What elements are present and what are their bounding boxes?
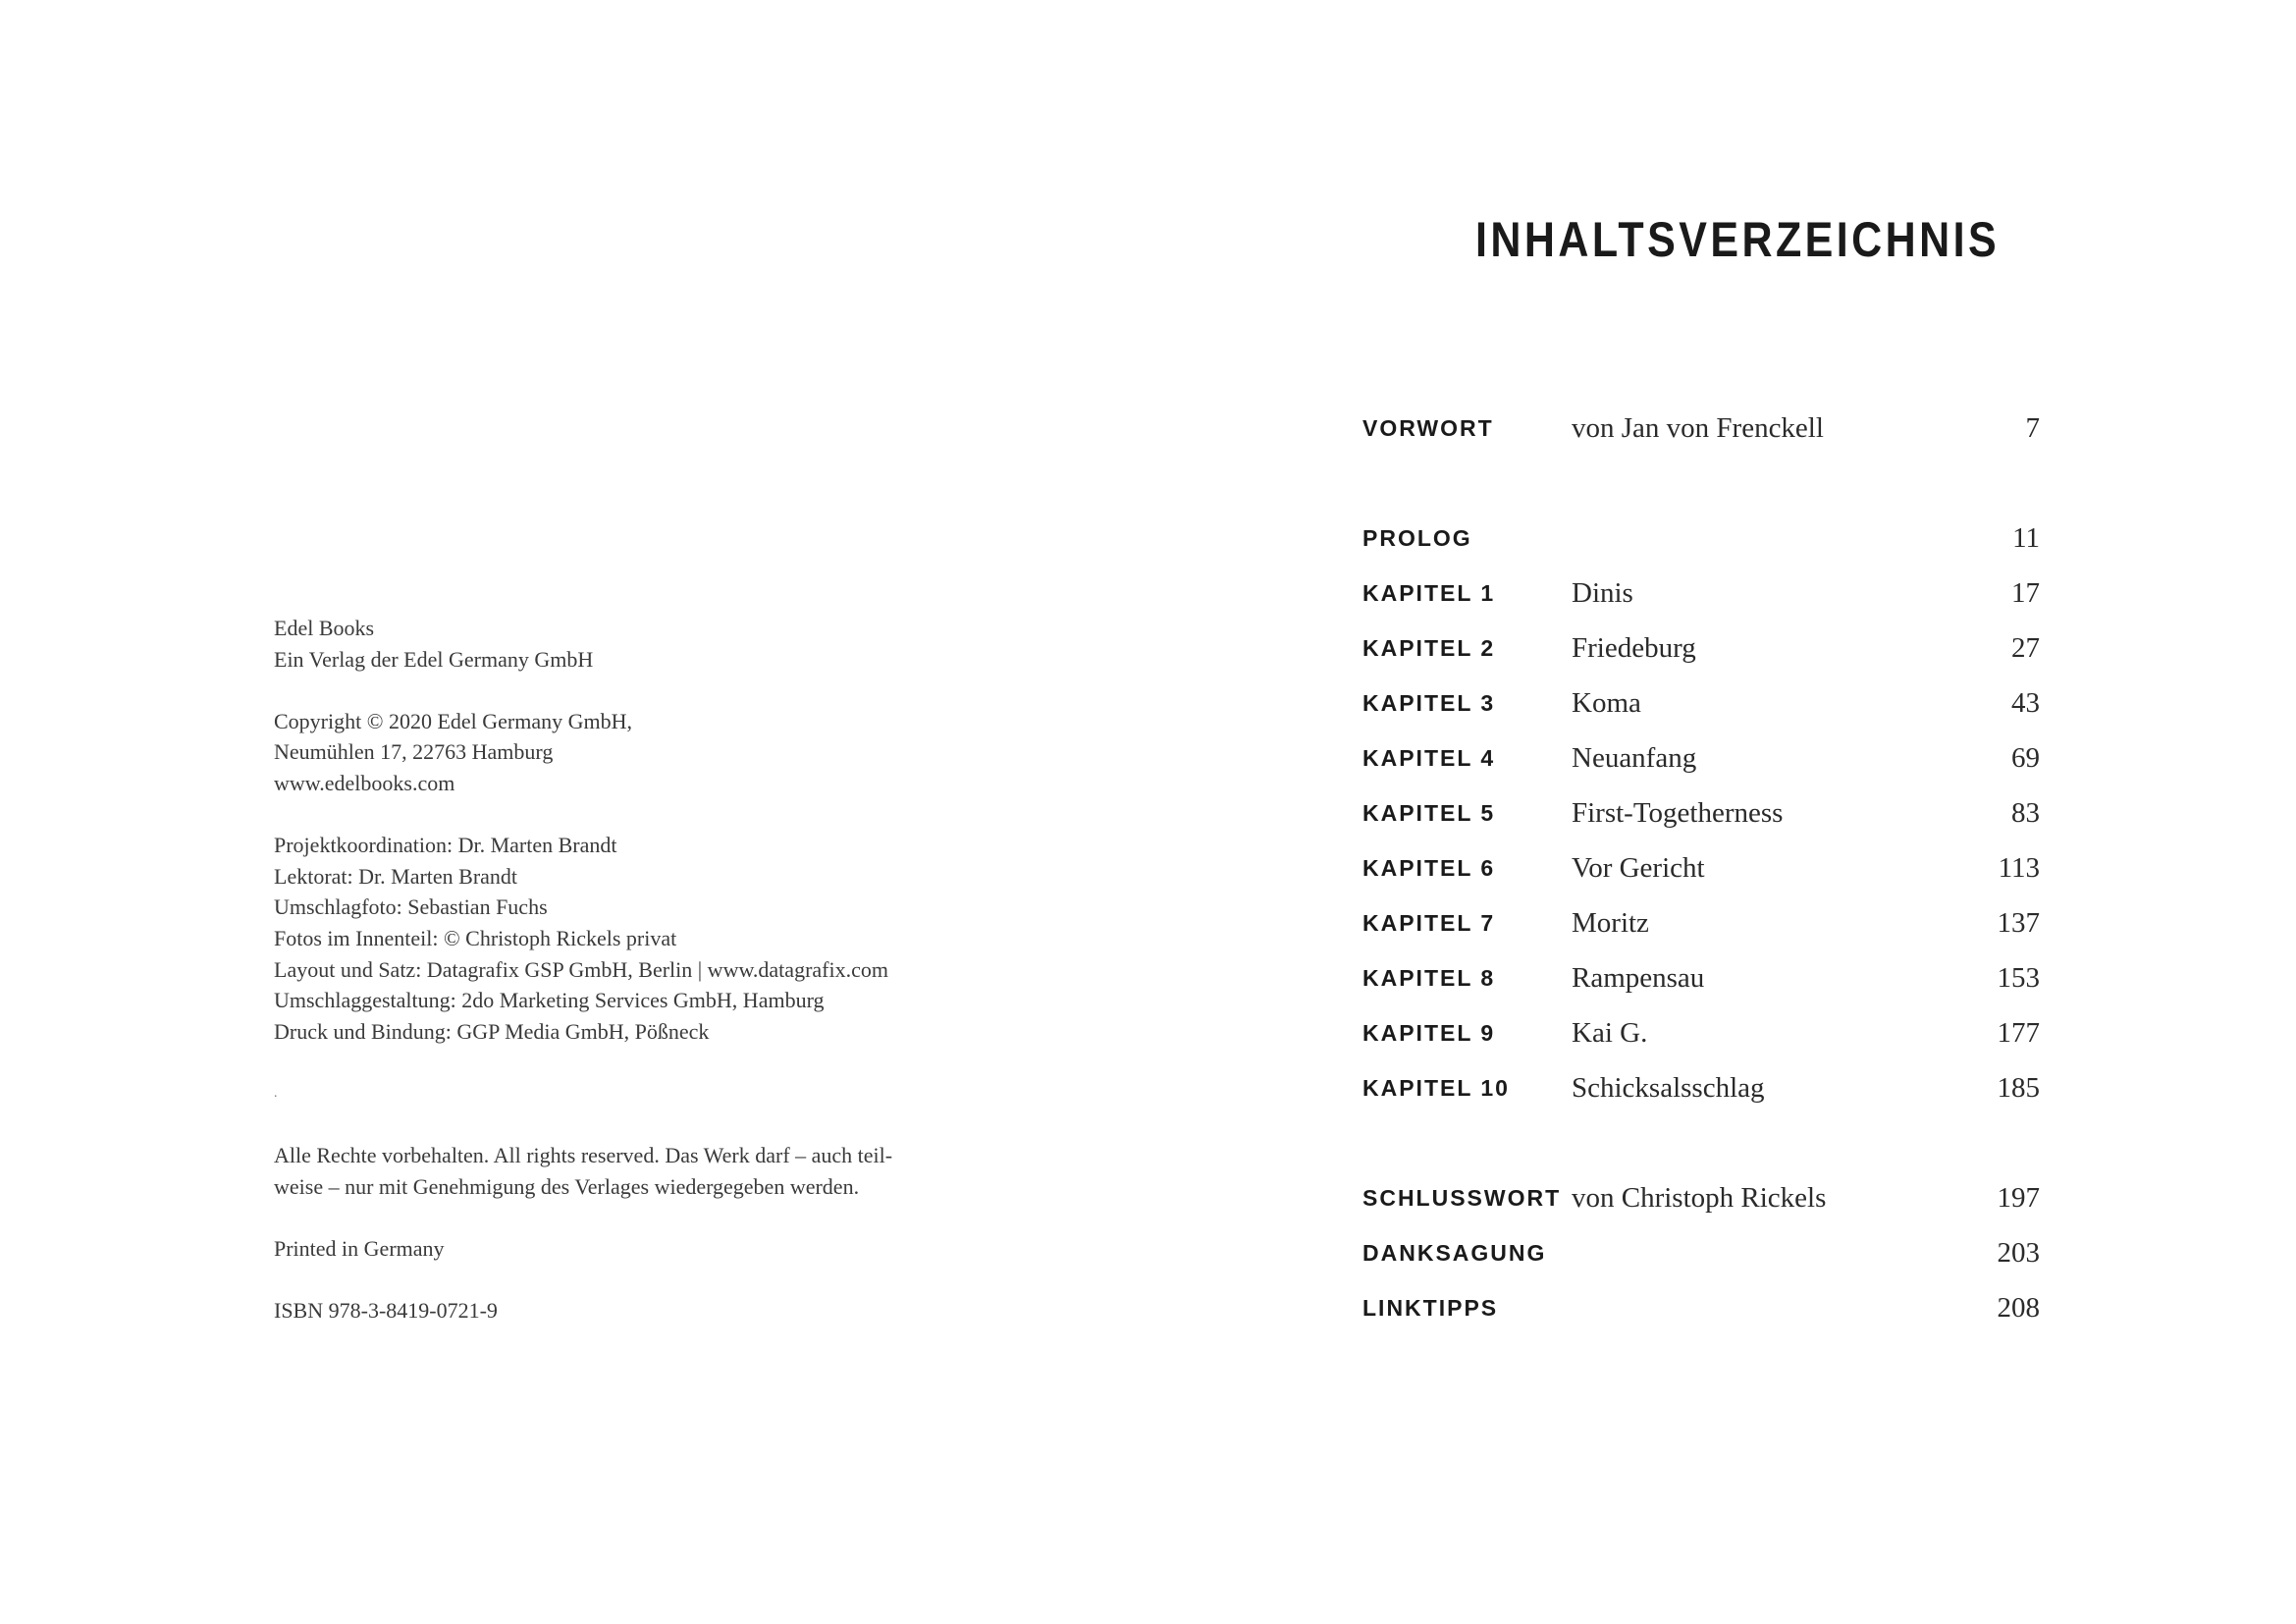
toc-entry-label: LINKTIPPS xyxy=(1362,1295,1499,1321)
table-of-contents xyxy=(1362,401,2040,1335)
toc-entry xyxy=(1362,785,2040,840)
toc-entry-label: DANKSAGUNG xyxy=(1362,1240,1547,1266)
toc-title: INHALTSVERZEICHNIS xyxy=(1475,212,2001,267)
toc-entry-label: KAPITEL 10 xyxy=(1362,1075,1510,1101)
toc-entry-label: KAPITEL 9 xyxy=(1362,1020,1496,1046)
toc-entry-page-number: 197 xyxy=(1997,1182,2040,1214)
toc-entry-title: Kai G. xyxy=(1572,1017,1648,1049)
toc-entry-title: Rampensau xyxy=(1572,962,1705,994)
imprint-line: Umschlaggestaltung: 2do Marketing Services GmbH, Hamburg xyxy=(274,988,825,1013)
toc-entry-page-number: 203 xyxy=(1997,1237,2040,1269)
toc-entry xyxy=(1362,511,2040,566)
toc-entry-label: KAPITEL 8 xyxy=(1362,965,1496,991)
toc-entry-label: KAPITEL 2 xyxy=(1362,635,1496,661)
toc-entry-title: Dinis xyxy=(1572,577,1633,609)
stray-mark: . xyxy=(274,1085,278,1101)
toc-entry-title: von Christoph Rickels xyxy=(1572,1182,1827,1214)
toc-entry xyxy=(1362,1005,2040,1060)
imprint-line: Druck und Bindung: GGP Media GmbH, Pößneck xyxy=(274,1018,710,1044)
imprint-line: Projektkoordination: Dr. Marten Brandt xyxy=(274,833,617,858)
toc-entry-page-number: 137 xyxy=(1997,907,2040,939)
toc-entry xyxy=(1362,895,2040,950)
toc-entry-title: Friedeburg xyxy=(1572,632,1696,664)
toc-entry-title: Vor Gericht xyxy=(1572,852,1705,884)
toc-entry xyxy=(1362,401,2040,456)
toc-entry-page-number: 83 xyxy=(2011,797,2040,829)
toc-entry-page-number: 185 xyxy=(1997,1072,2040,1104)
toc-entry-label: VORWORT xyxy=(1362,415,1494,441)
imprint-line: Neumühlen 17, 22763 Hamburg xyxy=(274,739,554,765)
toc-entry xyxy=(1362,1280,2040,1335)
imprint-line: Copyright © 2020 Edel Germany GmbH, xyxy=(274,708,632,733)
toc-entry-title: Moritz xyxy=(1572,907,1649,939)
toc-entry-label: KAPITEL 5 xyxy=(1362,800,1496,826)
imprint-line: Lektorat: Dr. Marten Brandt xyxy=(274,863,518,889)
toc-entry xyxy=(1362,566,2040,621)
toc-entry xyxy=(1362,731,2040,785)
toc-entry xyxy=(1362,1060,2040,1115)
toc-entry-label: KAPITEL 7 xyxy=(1362,910,1496,936)
toc-entry-label: PROLOG xyxy=(1362,525,1472,551)
toc-spacer xyxy=(1362,1115,2040,1170)
toc-entry-page-number: 177 xyxy=(1997,1017,2040,1049)
toc-entry-page-number: 69 xyxy=(2011,742,2040,774)
toc-entry-page-number: 113 xyxy=(1998,852,2040,884)
toc-entry xyxy=(1362,1225,2040,1280)
toc-entry-page-number: 43 xyxy=(2011,687,2040,719)
toc-entry-page-number: 7 xyxy=(2025,412,2040,444)
rights-line: Alle Rechte vorbehalten. All rights reserved. Das Werk darf – auch teil- xyxy=(274,1143,893,1168)
toc-entry xyxy=(1362,676,2040,731)
imprint-line: Ein Verlag der Edel Germany GmbH xyxy=(274,646,594,672)
imprint-line: Umschlagfoto: Sebastian Fuchs xyxy=(274,894,548,920)
toc-entry-label: SCHLUSSWORT xyxy=(1362,1185,1562,1211)
imprint-line: Fotos im Innenteil: © Christoph Rickels privat xyxy=(274,925,677,950)
toc-entry-title: Schicksalsschlag xyxy=(1572,1072,1765,1104)
rights-line: weise – nur mit Genehmigung des Verlages wiedergegeben werden. xyxy=(274,1173,860,1199)
printed-in: Printed in Germany xyxy=(274,1235,445,1261)
toc-entry-title: Koma xyxy=(1572,687,1641,719)
imprint-line: Layout und Satz: Datagrafix GSP GmbH, Berlin | www.datagrafix.com xyxy=(274,956,888,982)
toc-entry-page-number: 27 xyxy=(2011,632,2040,664)
toc-entry-label: KAPITEL 1 xyxy=(1362,580,1496,606)
toc-entry-page-number: 11 xyxy=(2012,522,2040,554)
imprint-line: Edel Books xyxy=(274,616,375,640)
imprint-line: www.edelbooks.com xyxy=(274,770,455,795)
toc-entry-page-number: 17 xyxy=(2011,577,2040,609)
toc-entry-label: KAPITEL 6 xyxy=(1362,855,1496,881)
toc-entry xyxy=(1362,621,2040,676)
toc-entry xyxy=(1362,950,2040,1005)
toc-entry-title: von Jan von Frenckell xyxy=(1572,412,1824,444)
imprint-block xyxy=(274,613,961,1326)
toc-entry-page-number: 153 xyxy=(1997,962,2040,994)
isbn: ISBN 978-3-8419-0721-9 xyxy=(274,1298,498,1324)
toc-spacer xyxy=(1362,456,2040,511)
toc-entry xyxy=(1362,840,2040,895)
toc-entry xyxy=(1362,1170,2040,1225)
toc-entry-label: KAPITEL 3 xyxy=(1362,690,1496,716)
toc-entry-title: First-Togetherness xyxy=(1572,797,1784,829)
toc-entry-label: KAPITEL 4 xyxy=(1362,745,1496,771)
toc-entry-title: Neuanfang xyxy=(1572,742,1697,774)
toc-entry-page-number: 208 xyxy=(1997,1292,2040,1324)
